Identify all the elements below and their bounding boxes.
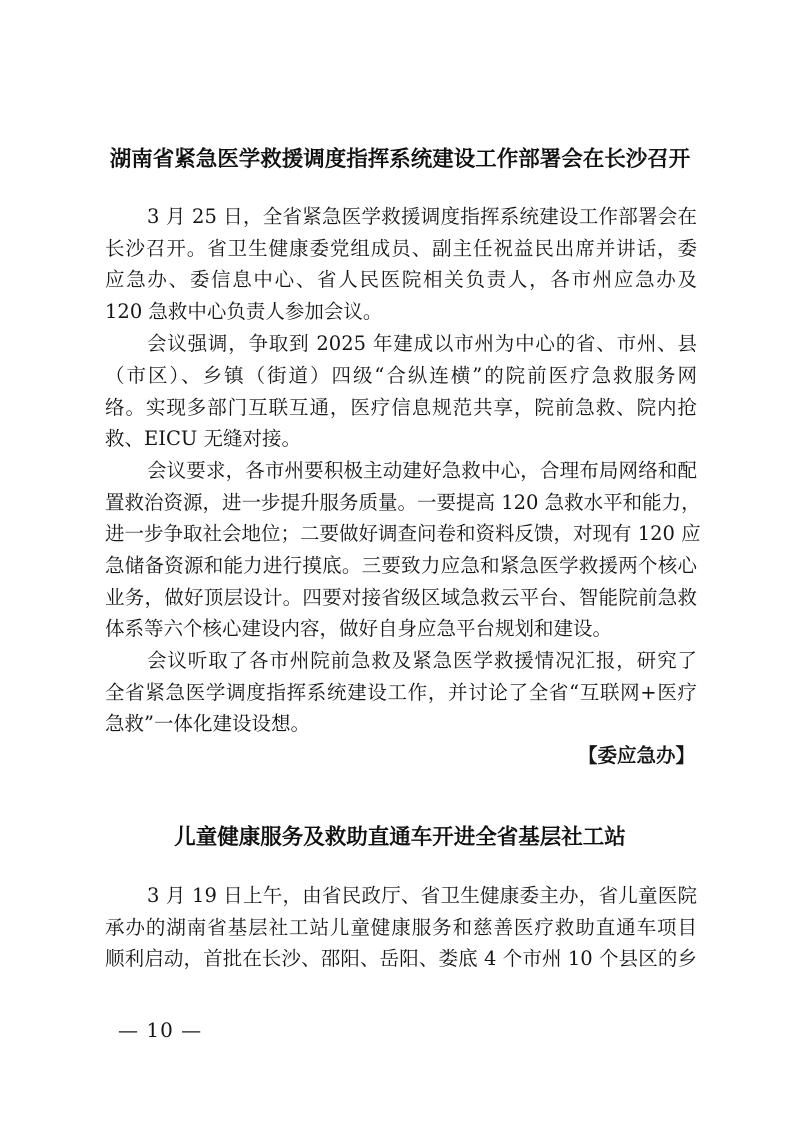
paragraph-line: 急救”一体化建设设想。 xyxy=(105,712,310,735)
paragraph-line: 应急办、委信息中心、省人民医院相关负责人，各市州应急办及 xyxy=(105,268,697,291)
paragraph-line: 3 月 19 日上午，由省民政厅、省卫生健康委主办，省儿童医院 xyxy=(147,884,697,907)
paragraph-line: 会议要求，各市州要积极主动建好急救中心，合理布局网络和配 xyxy=(147,459,697,482)
paragraph-line: 长沙召开。省卫生健康委党组成员、副主任祝益民出席并讲话，委 xyxy=(105,237,697,260)
paragraph-line: 急储备资源和能力进行摸底。三要致力应急和紧急医学救援两个核心 xyxy=(105,554,697,577)
paragraph-line: 业务，做好顶层设计。四要对接省级区域急救云平台、智能院前急救 xyxy=(105,586,697,609)
paragraph-line: 会议听取了各市州院前急救及紧急医学救援情况汇报，研究了 xyxy=(147,649,697,672)
paragraph-line: （市区）、乡镇（街道）四级“合纵连横”的院前医疗急救服务网 xyxy=(105,364,697,387)
article-title: 湖南省紧急医学救援调度指挥系统建设工作部署会在长沙召开 xyxy=(109,147,691,172)
paragraph-line: 救、EICU 无缝对接。 xyxy=(105,427,301,450)
article-source: 【委应急办】 xyxy=(577,744,695,767)
paragraph-line: 进一步争取社会地位；二要做好调查问卷和资料反馈，对现有 120 应 xyxy=(105,522,701,545)
paragraph-line: 承办的湖南省基层社工站儿童健康服务和慈善医疗救助直通车项目 xyxy=(105,916,697,939)
article-title: 儿童健康服务及救助直通车开进全省基层社工站 xyxy=(174,825,626,850)
paragraph-line: 置救治资源，进一步提升服务质量。一要提高 120 急救水平和能力， xyxy=(105,491,701,514)
paragraph-line: 会议强调，争取到 2025 年建成以市州为中心的省、市州、县 xyxy=(147,332,697,355)
paragraph-line: 3 月 25 日，全省紧急医学救援调度指挥系统建设工作部署会在 xyxy=(147,205,697,228)
paragraph-line: 络。实现多部门互联互通，医疗信息规范共享，院前急救、院内抢 xyxy=(105,396,697,419)
paragraph-line: 顺利启动，首批在长沙、邵阳、岳阳、娄底 4 个市州 10 个县区的乡 xyxy=(105,947,697,970)
page-number: — 10 — xyxy=(118,1018,203,1042)
paragraph-line: 体系等六个核心建设内容，做好自身应急平台规划和建设。 xyxy=(105,617,613,640)
paragraph-line: 全省紧急医学调度指挥系统建设工作，并讨论了全省“互联网+医疗 xyxy=(105,681,697,704)
paragraph-line: 120 急救中心负责人参加会议。 xyxy=(105,300,383,323)
